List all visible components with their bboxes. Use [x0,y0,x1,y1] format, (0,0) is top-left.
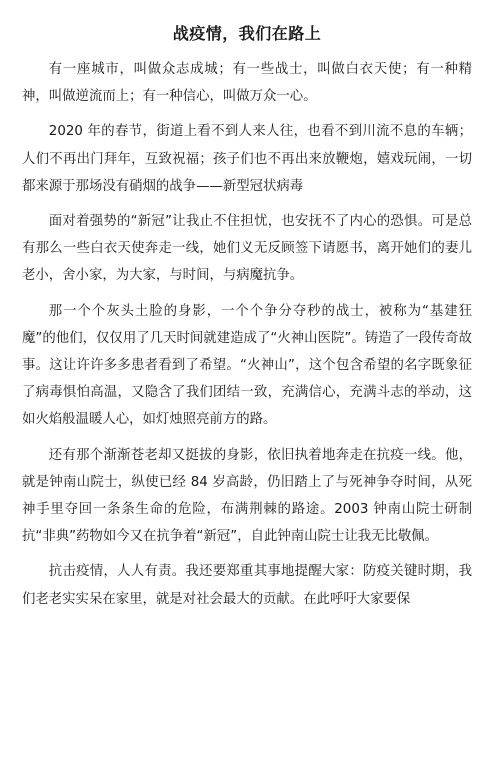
document-title: 战疫情，我们在路上 [172,24,322,43]
paragraph-4: 那一个个灰头土脸的身影，一个个争分夺秒的战士，被称为“基建狂魔”的他们，仅仅用了几天时间就建造成了“火神山医院”。铸造了一段传奇故事。这让许许多多患者看到了希望。“火神山”，这个包含希望的名字既象征了病毒惧怕高温，又隐含了我们团结一致，充满信心，充满斗志的举动，这如火焰般温暖人心，如灯烛照亮前方的路。 [22,303,472,428]
paragraph-5: 还有那个渐渐苍老却又挺拔的身影，依旧执着地奔走在抗疫一线。他，就是钟南山院士，纵使已经 84 岁高龄，仍旧踏上了与死神争夺时间，从死神手里夺回一条条生命的危险，布满荆棘的路途。2003 钟南山院士研制抗“非典”药物如今又在抗争着“新冠”，自此钟南山院士让我无比敬佩。 [22,447,472,545]
paragraph-1: 有一座城市，叫做众志成城；有一些战士，叫做白衣天使；有一种精神，叫做逆流而上；有一种信心，叫做万众一心。 [22,62,472,105]
paragraph-3: 面对着强势的“新冠”让我止不住担忧，也安抚不了内心的恐惧。可是总有那么一些白衣天使奔走一线，她们义无反顾签下请愿书，离开她们的妻儿老小，舍小家，为大家，与时间，与病魔抗争。 [22,214,472,284]
paragraph-6: 抗击疫情，人人有责。我还要郑重其事地提醒大家：防疫关键时期，我们老老实实呆在家里，就是对社会最大的贡献。在此呼吁大家要保 [22,564,472,607]
paragraph-2: 2020 年的春节，街道上看不到人来人往，也看不到川流不息的车辆；人们不再出门拜年，互致祝福；孩子们也不再出来放鞭炮，嬉戏玩闹，一切都来源于那场没有硝烟的战争——新型冠状病毒 [22,124,472,194]
